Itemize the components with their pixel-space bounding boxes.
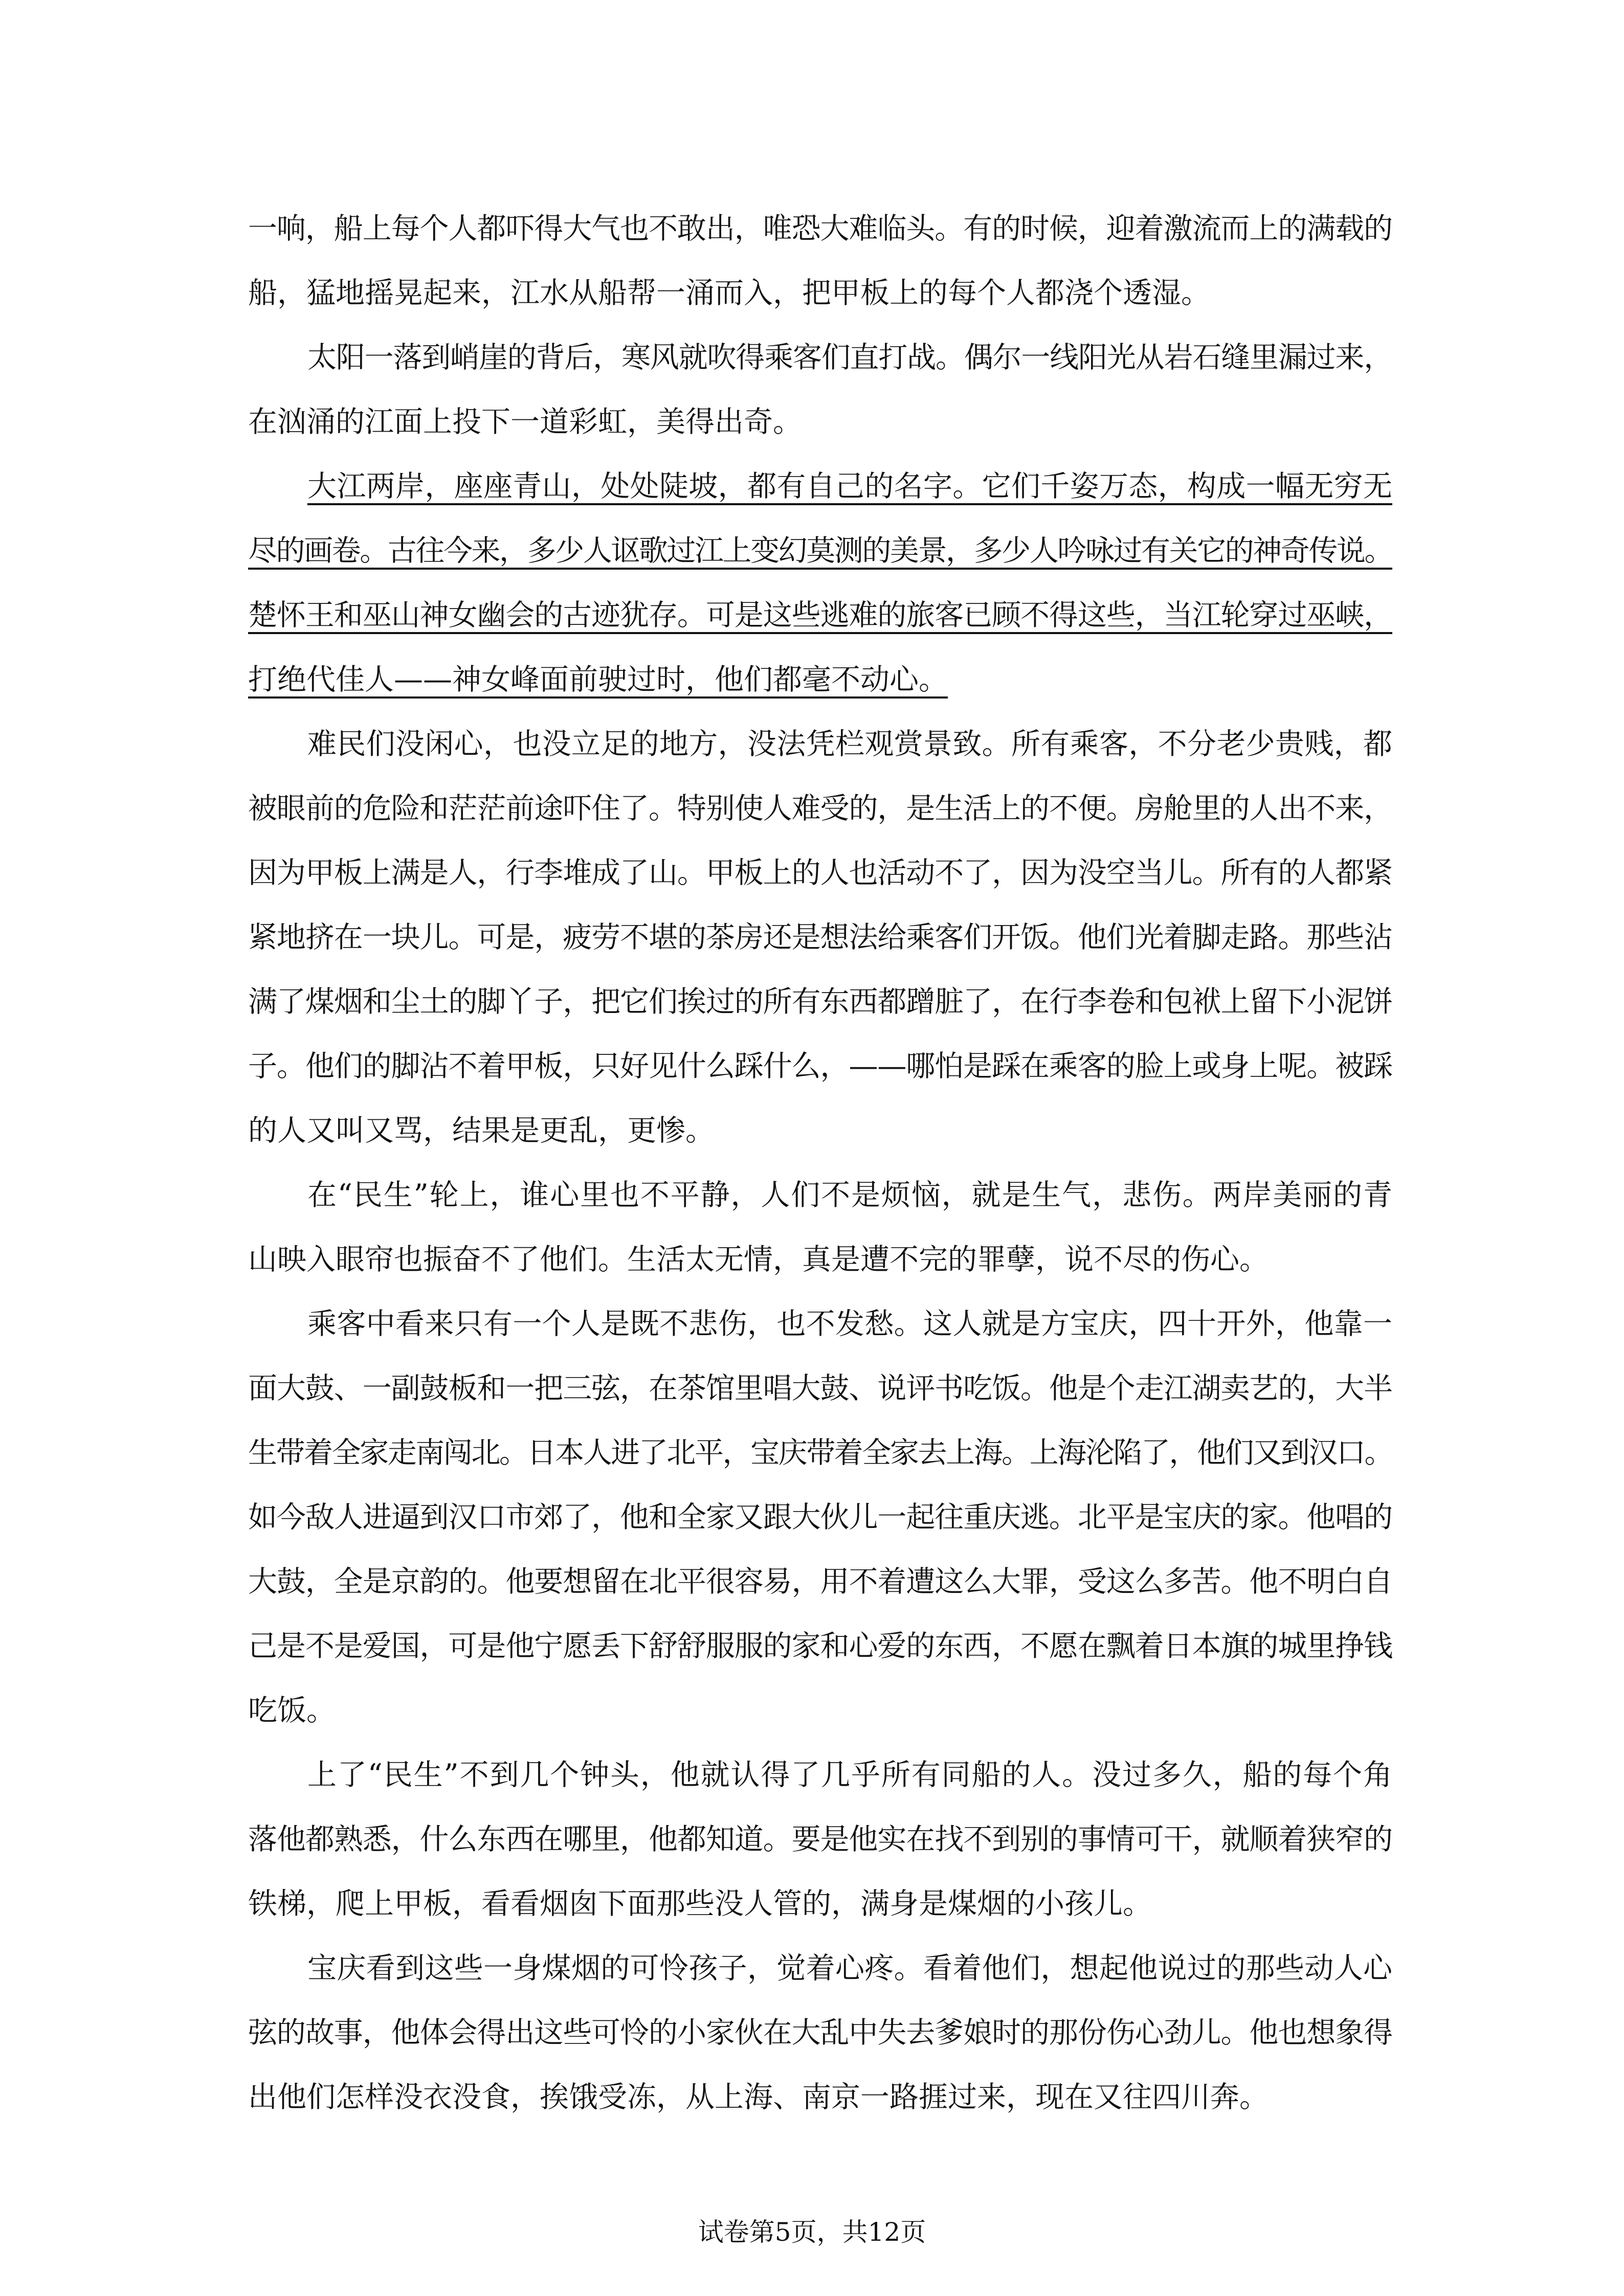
text-line: 宝庆看到这些一身煤烟的可怜孩子，觉着心疼。看着他们，想起他说过的那些动人心 (307, 1951, 1392, 1985)
text-line: 子。他们的脚沾不着甲板，只好见什么踩什么，——哪怕是踩在乘客的脸上或身上呢。被踩 (248, 1049, 1392, 1083)
text-line: 楚怀王和巫山神女幽会的古迹犹存。可是这些逃难的旅客已顾不得这些，当江轮穿过巫峡， (248, 598, 1392, 632)
text-line: 难民们没闲心，也没立足的地方，没法凭栏观赏景致。所有乘客，不分老少贵贱，都 (307, 727, 1392, 761)
document-body (248, 196, 1392, 2129)
text-line: 尽的画卷。古往今来，多少人讴歌过江上变幻莫测的美景，多少人吟咏过有关它的神奇传说。 (248, 534, 1392, 568)
text-line: 吃饭。 (248, 1694, 336, 1727)
text-line: 山映入眼帘也振奋不了他们。生活太无情，真是遭不完的罪孽，说不尽的伤心。 (248, 1243, 1269, 1276)
text-line: 大江两岸，座座青山，处处陡坡，都有自己的名字。它们千姿万态，构成一幅无穷无 (307, 469, 1392, 503)
text-line: 紧地挤在一块儿。可是，疲劳不堪的茶房还是想法给乘客们开饭。他们光着脚走路。那些沾 (248, 920, 1392, 954)
page-number-footer: 试卷第5页，共12页 (698, 2217, 926, 2247)
text-line: 在汹涌的江面上投下一道彩虹，美得出奇。 (248, 405, 802, 439)
text-line: 乘客中看来只有一个人是既不悲伤，也不发愁。这人就是方宝庆，四十开外，他靠一 (307, 1307, 1392, 1341)
text-line: 己是不是爱国，可是他宁愿丢下舒舒服服的家和心爱的东西，不愿在飘着日本旗的城里挣钱 (248, 1629, 1392, 1663)
paragraph (248, 1936, 1392, 2129)
paragraph (248, 1292, 1392, 1743)
text-line: 面大鼓、一副鼓板和一把三弦，在茶馆里唱大鼓、说评书吃饭。他是个走江湖卖艺的，大半 (248, 1371, 1392, 1405)
text-line: 打绝代佳人——神女峰面前驶过时，他们都毫不动心。 (248, 663, 948, 696)
text-line: 大鼓，全是京韵的。他要想留在北平很容易，用不着遭这么大罪，受这么多苦。他不明白自 (248, 1565, 1392, 1599)
text-line: 如今敌人进逼到汉口市郊了，他和全家又跟大伙儿一起往重庆逃。北平是宝庆的家。他唱的 (248, 1500, 1392, 1534)
text-line: 的人又叫又骂，结果是更乱，更惨。 (248, 1114, 715, 1147)
text-line: 船，猛地摇晃起来，江水从船帮一涌而入，把甲板上的每个人都浇个透湿。 (248, 276, 1210, 310)
paragraph (248, 196, 1392, 325)
text-line: 铁梯，爬上甲板，看看烟囱下面那些没人管的，满身是煤烟的小孩儿。 (248, 1887, 1152, 1921)
underlined-paragraph (248, 454, 1392, 712)
paragraph (248, 1163, 1392, 1292)
text-line: 因为甲板上满是人，行李堆成了山。甲板上的人也活动不了，因为没空当儿。所有的人都紧 (248, 856, 1392, 890)
text-line: 落他都熟悉，什么东西在哪里，他都知道。要是他实在找不到别的事情可干，就顺着狭窄的 (248, 1822, 1392, 1856)
text-line: 生带着全家走南闯北。日本人进了北平，宝庆带着全家去上海。上海沦陷了，他们又到汉口。 (248, 1436, 1392, 1470)
text-line: 被眼前的危险和茫茫前途吓住了。特别使人难受的，是生活上的不便。房舱里的人出不来， (248, 792, 1392, 825)
text-line: 出他们怎样没衣没食，挨饿受冻，从上海、南京一路捱过来，现在又往四川奔。 (248, 2080, 1269, 2114)
text-line: 弦的故事，他体会得出这些可怜的小家伙在大乱中失去爹娘时的那份伤心劲儿。他也想象得 (248, 2016, 1392, 2050)
text-line: 满了煤烟和尘土的脚丫子，把它们挨过的所有东西都蹭脏了，在行李卷和包袱上留下小泥饼 (248, 985, 1392, 1019)
paragraph (248, 1743, 1392, 1936)
paragraph (248, 712, 1392, 1163)
paragraph (248, 325, 1392, 454)
text-line: 上了“民生”不到几个钟头，他就认得了几乎所有同船的人。没过多久，船的每个角 (307, 1758, 1392, 1792)
text-line: 太阳一落到峭崖的背后，寒风就吹得乘客们直打战。偶尔一线阳光从岩石缝里漏过来， (307, 341, 1392, 374)
text-line: 一响，船上每个人都吓得大气也不敢出，唯恐大难临头。有的时候，迎着激流而上的满载的 (248, 212, 1392, 245)
text-line: 在“民生”轮上，谁心里也不平静，人们不是烦恼，就是生气，悲伤。两岸美丽的青 (307, 1178, 1392, 1212)
